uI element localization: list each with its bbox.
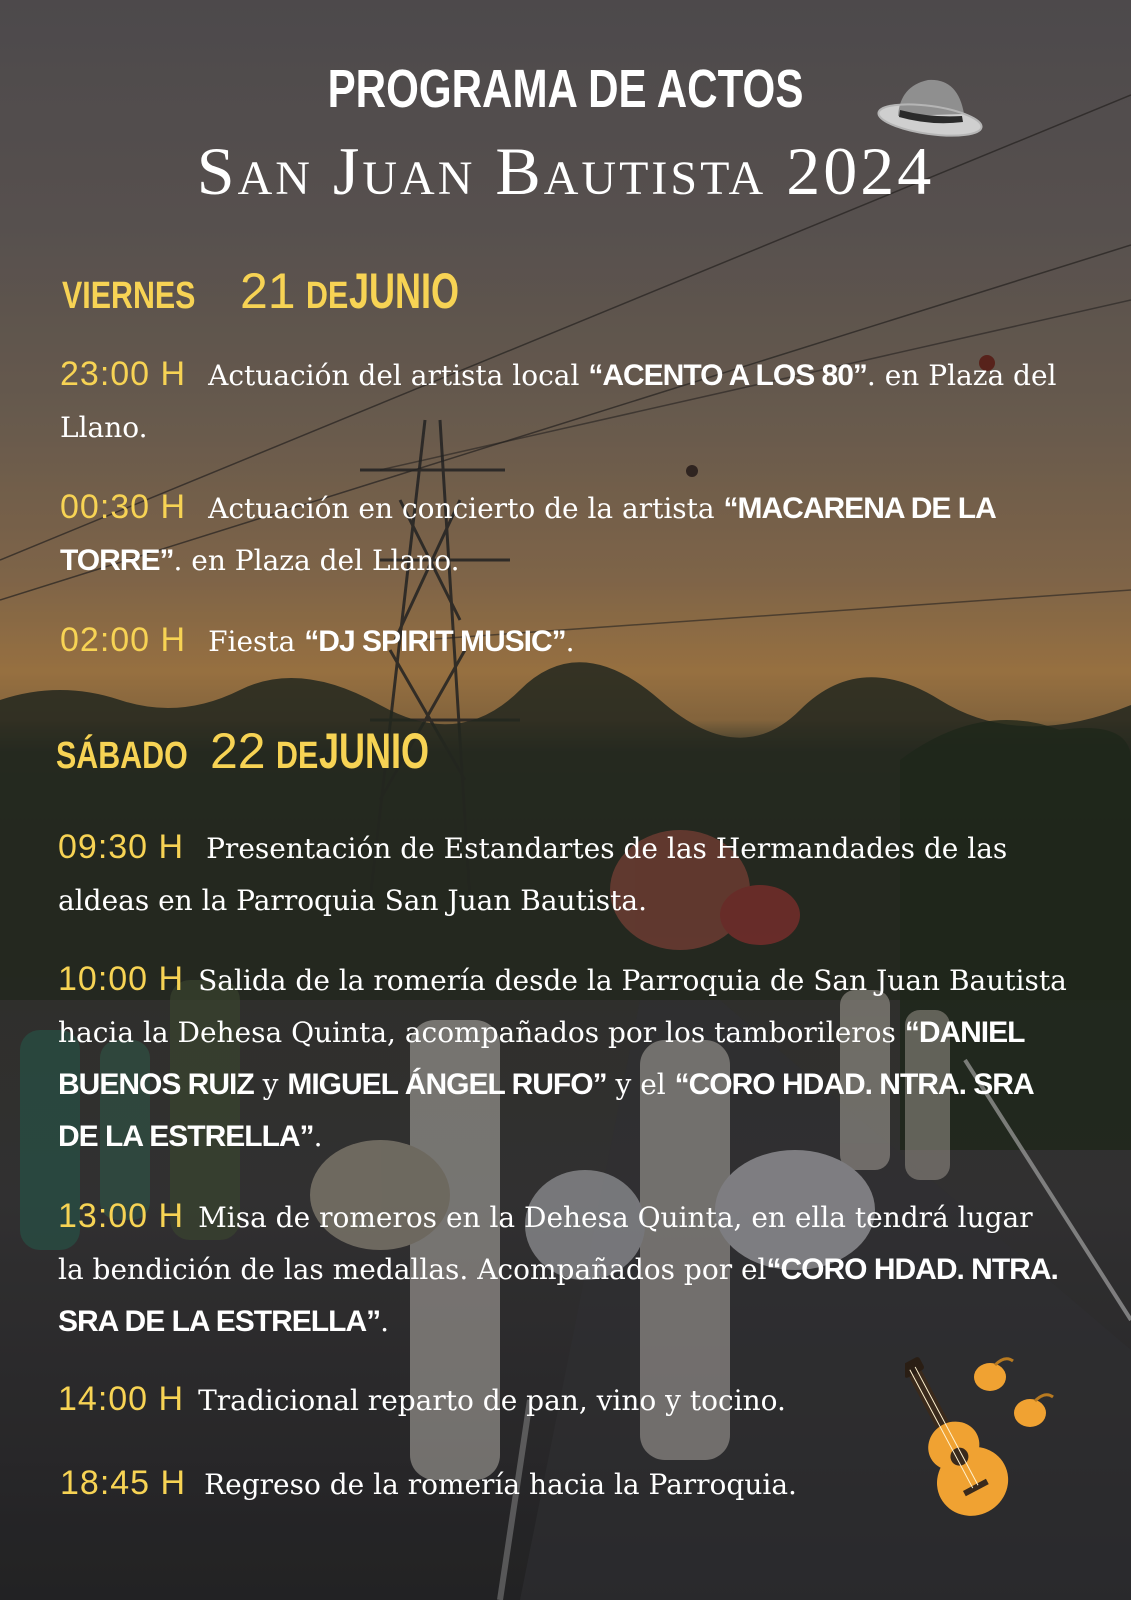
- event-item: [60, 481, 1060, 587]
- day-month: JUNIO: [349, 263, 460, 319]
- day-month: JUNIO: [319, 723, 430, 779]
- day-number: 21: [240, 263, 296, 319]
- event-text: Actuación en concierto de la artista: [208, 492, 715, 525]
- event-time: 10:00 H: [58, 960, 185, 998]
- event-text: Actuación del artista local: [208, 359, 580, 392]
- event-text: Presentación de Estandartes de las Hermandades de las aldeas en la Parroquia San Juan Bautista.: [58, 832, 1008, 917]
- event-text: Misa de romeros en la Dehesa Quinta, en ella tendrá lugar la bendición de las medallas. Acompañados por el: [58, 1201, 1033, 1286]
- event-highlight: “ACENTO A LOS 80”: [588, 359, 867, 392]
- event-text-end: .: [313, 1120, 323, 1153]
- program-title: PROGRAMA DE ACTOS: [327, 59, 804, 119]
- event-time: 02:00 H: [60, 621, 187, 659]
- day-word: SÁBADO: [56, 735, 188, 777]
- event-time: 14:00 H: [58, 1380, 185, 1418]
- event-time: 18:45 H: [60, 1464, 187, 1502]
- event-item: [58, 1190, 1058, 1348]
- event-highlight: “DJ SPIRIT MUSIC”: [304, 625, 566, 658]
- event-item: [60, 614, 1060, 668]
- event-highlight: “DANIEL BUENOS RUIZ: [58, 1016, 1024, 1101]
- hat-icon: [876, 72, 984, 142]
- event-text: Tradicional reparto de pan, vino y tocino.: [198, 1384, 786, 1417]
- day-word: VIERNES: [62, 275, 196, 317]
- day-heading-friday: [62, 262, 502, 320]
- event-highlight: “MACARENA DE LA TORRE”: [60, 492, 995, 577]
- event-text-end: .: [380, 1305, 390, 1338]
- event-highlight: “CORO HDAD. NTRA. SRA DE LA ESTRELLA”: [58, 1068, 1033, 1153]
- guitar-icon: [905, 1355, 1065, 1525]
- event-text-end: . en Plaza del Llano.: [60, 359, 1057, 444]
- event-highlight: MIGUEL ÁNGEL RUFO”: [287, 1068, 607, 1101]
- event-text: Salida de la romería desde la Parroquia de San Juan Bautista hacia la Dehesa Quinta, acompañados por los tamborileros: [58, 964, 1067, 1049]
- event-time: 09:30 H: [58, 828, 185, 866]
- event-text-mid: y: [262, 1068, 279, 1101]
- event-time: 13:00 H: [58, 1197, 185, 1235]
- event-time: 23:00 H: [60, 355, 187, 393]
- event-highlight: “CORO HDAD. NTRA. SRA DE LA ESTRELLA”: [58, 1253, 1058, 1338]
- event-text-end: .: [565, 625, 575, 658]
- event-text-mid: y el: [615, 1068, 666, 1101]
- event-time: 00:30 H: [60, 488, 187, 526]
- event-item: [58, 953, 1068, 1163]
- day-heading-saturday: [56, 722, 472, 780]
- day-de: DE: [306, 275, 349, 317]
- event-title: San Juan Bautista 2024: [196, 133, 935, 209]
- event-text: Regreso de la romería hacia la Parroquia.: [204, 1468, 797, 1501]
- day-number: 22: [210, 723, 266, 779]
- event-item: [58, 821, 1058, 927]
- event-text: Fiesta: [208, 625, 296, 658]
- event-item: [60, 348, 1060, 454]
- event-text-end: . en Plaza del Llano.: [173, 544, 460, 577]
- day-de: DE: [276, 735, 319, 777]
